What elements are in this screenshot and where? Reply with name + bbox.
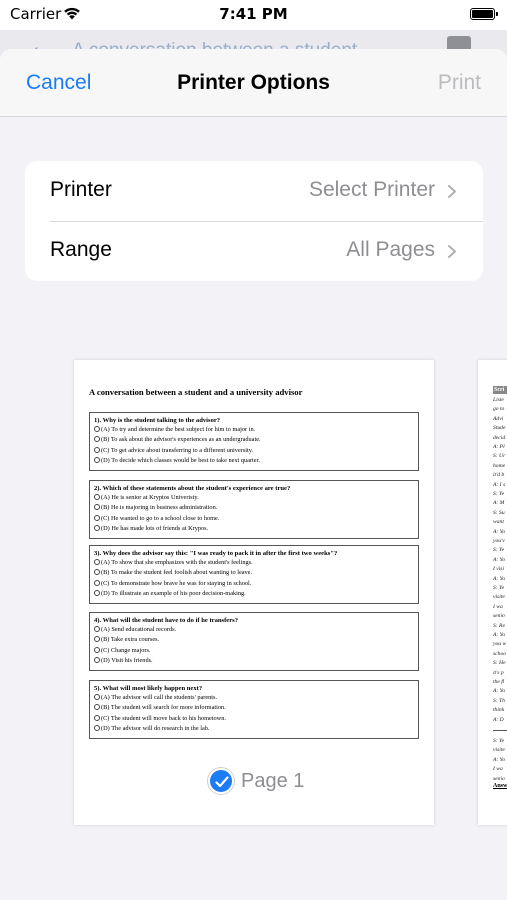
question-box xyxy=(89,412,419,471)
answer-option: (B) The student will search for more information. xyxy=(94,703,414,713)
page-number-label: Page 1 xyxy=(241,770,305,792)
answer-option: (D) He has made lots of friends at Krypos. xyxy=(94,524,414,534)
transcript-line: I wa xyxy=(493,766,503,773)
options-group xyxy=(25,161,483,281)
answer-option: (B) He is majoring in business administration. xyxy=(94,503,414,513)
transcript-line: S: Re xyxy=(493,622,505,629)
printer-label: Printer xyxy=(50,178,112,201)
question-title: 1). Why is the student talking to the advisor? xyxy=(94,417,221,424)
transcript-line: S: He xyxy=(493,660,506,667)
answer-option: (D) To decide which classes would be best to take next quarter. xyxy=(94,456,414,466)
printer-options-sheet xyxy=(0,49,507,900)
transcript-line: A: M xyxy=(493,500,505,507)
transcript-line: want xyxy=(493,519,504,526)
checkmark-circle-icon[interactable] xyxy=(208,768,234,794)
carrier-label: Carrier xyxy=(10,5,62,23)
page-selection-toggle[interactable] xyxy=(208,766,308,798)
status-bar xyxy=(0,0,507,30)
question-box xyxy=(89,545,419,604)
transcript-line: A: Yo xyxy=(493,528,506,535)
question-title: 4). What will the student have to do if he transfers? xyxy=(94,617,239,624)
question-title: 2). Which of these statements about the student's experience are true? xyxy=(94,485,291,492)
clock: 7:41 PM xyxy=(219,5,288,23)
question-box xyxy=(89,612,419,671)
chevron-right-icon xyxy=(447,185,458,198)
transcript-line: A: Yo xyxy=(493,575,506,582)
question-box xyxy=(89,480,419,539)
transcript-line: you'v xyxy=(493,538,505,544)
answer-option: (C) The student will move back to his hometown. xyxy=(94,714,414,724)
question-box xyxy=(89,680,419,739)
transcript-line: schoo xyxy=(493,650,507,657)
transcript-line: A: Yo xyxy=(493,632,506,638)
chevron-right-icon xyxy=(447,245,458,258)
transcript-line: senio xyxy=(493,775,505,782)
transcript-line: home xyxy=(493,462,506,469)
transcript-line: S: Su xyxy=(493,509,505,516)
transcript-line: Stude xyxy=(493,425,506,432)
range-value: All Pages xyxy=(346,238,435,261)
answer-option: (C) To get advice about transferring to a different university. xyxy=(94,446,414,456)
printer-row[interactable] xyxy=(25,161,483,221)
answer-option: (D) Visit his friends. xyxy=(94,656,414,666)
cancel-button[interactable]: Cancel xyxy=(26,71,92,94)
transcript-line: S: Ye xyxy=(493,491,505,497)
sheet-title: Printer Options xyxy=(177,71,330,94)
transcript-line: A: Yo xyxy=(493,756,506,763)
transcript-line: S: Ye xyxy=(493,738,505,744)
print-button[interactable]: Print xyxy=(437,71,481,94)
document-title: A conversation between a student and a university advisor xyxy=(89,387,303,397)
transcript-line: A: I s xyxy=(493,481,506,488)
answer-option: (A) To try and determine the best subject for him to major in. xyxy=(94,425,414,435)
transcript-line: you w xyxy=(493,641,507,648)
answer-option: (C) He wanted to go to a school close to home. xyxy=(94,514,414,524)
transcript-line: I visi xyxy=(493,566,505,573)
transcript-line: A: Yo xyxy=(493,556,506,563)
answer-option: (D) The advisor will do research in the lab. xyxy=(94,724,414,734)
divider xyxy=(493,730,507,731)
answer-option: (B) Take extra courses. xyxy=(94,635,414,645)
printer-value: Select Printer xyxy=(308,178,435,201)
answer-option: (A) To show that she emphasizes with the student's feelings. xyxy=(94,558,414,568)
answer-option: (B) To make the student feel foolish about wanting to leave. xyxy=(94,568,414,578)
page-preview-1[interactable] xyxy=(74,360,434,825)
answer-option: (A) The advisor will call the students' parents. xyxy=(94,693,414,703)
navigation-bar xyxy=(0,49,507,117)
transcript-line: S: Ur xyxy=(493,453,506,460)
transcript-line: decid xyxy=(493,434,506,441)
range-label: Range xyxy=(50,238,112,261)
page-preview-2[interactable] xyxy=(478,360,507,825)
script-heading: Scri xyxy=(493,386,507,394)
range-row[interactable] xyxy=(25,221,483,281)
transcript-line: Advi xyxy=(493,415,504,422)
transcript-line: senio xyxy=(493,613,505,620)
question-title: 3). Why does the advisor say this: "I was ready to pack it in after the first two weeks"? xyxy=(94,550,338,557)
answer-option: (B) To ask about the advisor's experiences as an undergraduate. xyxy=(94,435,414,445)
transcript-line: Liste xyxy=(493,397,504,403)
transcript-line: go to xyxy=(493,406,505,413)
transcript-line: I wa xyxy=(493,603,503,610)
answer-option: (A) He is senior at Kryptos Univeristy. xyxy=(94,493,414,503)
question-title: 5). What will most likely happen next? xyxy=(94,685,203,692)
transcript-line: A: Yo xyxy=(493,688,506,695)
battery-icon xyxy=(470,8,495,20)
transcript-line: visite xyxy=(493,747,505,754)
answer-option: (A) Send educational records. xyxy=(94,625,414,635)
answer-option: (C) Change majors. xyxy=(94,646,414,656)
transcript-line: think xyxy=(493,707,505,714)
answer-option: (C) To demonstrate how brave he was for staying in school. xyxy=(94,579,414,589)
transcript-line: the fl xyxy=(493,679,505,685)
transcript-line: it's p xyxy=(493,669,504,676)
answer-option: (D) To illustrate an example of his poor decision-making. xyxy=(94,589,414,599)
transcript-line: it'd b xyxy=(493,472,505,479)
transcript-line: S: Th xyxy=(493,697,505,704)
transcript-line: A: D xyxy=(493,716,504,723)
transcript-line: visite xyxy=(493,594,505,601)
transcript-line: A: Pl xyxy=(493,444,505,450)
transcript-line: S: Ye xyxy=(493,585,505,591)
answer-heading: Answ xyxy=(493,783,507,789)
transcript-line: S: Ye xyxy=(493,547,505,554)
